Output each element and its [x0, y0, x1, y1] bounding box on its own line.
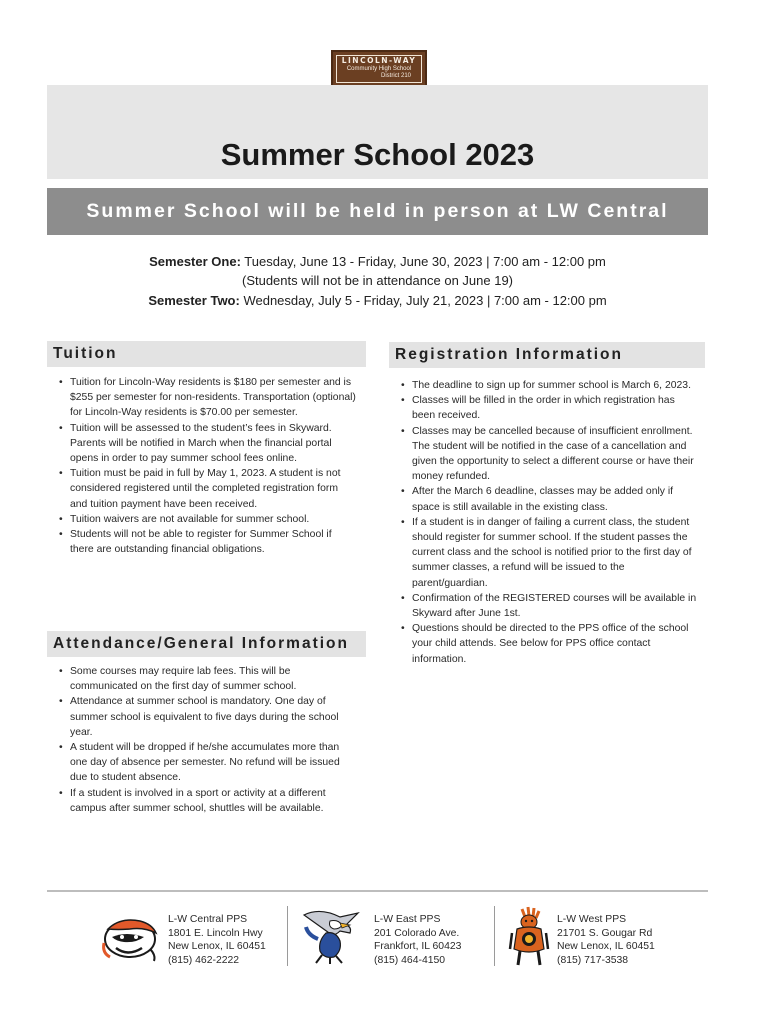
list-item: • Attendance at summer school is mandatory. One day of summer school is equivalent to five days during the school year. [58, 694, 348, 740]
list-item: • If a student is involved in a sport or activity at a different campus after summer school, shuttles will be available. [58, 786, 348, 816]
east-mascot-icon [300, 905, 362, 965]
list-item: • The deadline to sign up for summer school is March 6, 2023. [400, 378, 697, 393]
semester-one-note: (Students will not be in attendance on June 19) [241, 272, 513, 288]
east-street: 201 Colorado Ave. [374, 927, 460, 939]
east-city: Frankfort, IL 60423 [374, 941, 462, 953]
west-street: 21701 S. Gougar Rd [557, 927, 653, 939]
semester-one-label: Semester One: [149, 254, 241, 269]
list-item: • After the March 6 deadline, classes may be added only if space is still available in the existing class. [400, 484, 697, 514]
semester-two-line [47, 292, 708, 311]
list-item: • Tuition for Lincoln-Way residents is $180 per semester and is $255 per semester for non-residents. Transportation (optional) for Lincoln-Way residents is $70.00 per semester. [58, 375, 358, 421]
list-item: • Tuition must be paid in full by May 1, 2023. A student is not considered registered until the completed registration form and tuition payment have been received. [58, 466, 358, 512]
list-item: • Some courses may require lab fees. This will be communicated on the first day of summer school. [58, 664, 348, 694]
list-item: • Questions should be directed to the PPS office of the school your child attends. See below for PPS office contact information. [400, 621, 697, 667]
west-pps-address [557, 913, 655, 967]
west-mascot-icon [508, 905, 550, 967]
west-name: L-W West PPS [557, 914, 627, 925]
logo-text-box [336, 55, 422, 83]
tuition-heading: Tuition [47, 341, 366, 367]
logo-subtitle: Community High School [346, 66, 412, 72]
list-item: • A student will be dropped if he/she accumulates more than one day of absence per semester. No refund will be issued due to student absence. [58, 740, 348, 786]
semester-one-dates: Tuesday, June 13 - Friday, June 30, 2023 | 7:00 am - 12:00 pm [244, 254, 606, 269]
west-phone: (815) 717-3538 [557, 954, 629, 966]
central-mascot-icon [100, 915, 160, 963]
list-item: • Students will not be able to register for Summer School if there are outstanding financial obligations. [58, 527, 358, 557]
registration-heading: Registration Information [389, 342, 705, 368]
central-street: 1801 E. Lincoln Hwy [168, 927, 263, 939]
east-phone: (815) 464-4150 [374, 954, 446, 966]
page-title: Summer School 2023 [220, 137, 535, 172]
tuition-list [58, 375, 358, 557]
west-city: New Lenox, IL 60451 [557, 941, 655, 953]
list-item: • Tuition waivers are not available for summer school. [58, 512, 358, 527]
registration-list [400, 378, 697, 667]
list-item: • Classes will be filled in the order in which registration has been received. [400, 393, 697, 423]
semester-one-line [47, 253, 708, 272]
semester-two-dates: Wednesday, July 5 - Friday, July 21, 2023 | 7:00 am - 12:00 pm [243, 293, 607, 308]
semester-two-label: Semester Two: [148, 293, 240, 308]
central-pps-address [168, 913, 266, 967]
location-banner: Summer School will be held in person at LW Central [47, 188, 708, 235]
list-item: • If a student is in danger of failing a current class, the student should register for summer school. If the student passes the current class and the school is notified prior to the first day of summer classes, a refund will be issued to the parent/guardian. [400, 515, 697, 591]
central-city: New Lenox, IL 60451 [168, 941, 266, 953]
list-item: • Classes may be cancelled because of insufficient enrollment. The student will be notified in the case of a cancellation and given the opportunity to select a different course or have their money refunded. [400, 424, 697, 485]
schedule-block [47, 253, 708, 311]
footer-divider [47, 890, 708, 892]
footer-separator [494, 906, 495, 966]
list-item: • Confirmation of the REGISTERED courses will be available in Skyward after June 1st. [400, 591, 697, 621]
logo-district: District 210 [380, 73, 411, 79]
footer-separator [287, 906, 288, 966]
attendance-list [58, 664, 348, 816]
attendance-heading: Attendance/General Information [47, 631, 366, 657]
logo-name: LINCOLN-WAY [341, 56, 417, 65]
east-name: L-W East PPS [374, 914, 441, 925]
central-name: L-W Central PPS [168, 914, 248, 925]
east-pps-address [374, 913, 461, 967]
central-phone: (815) 462-2222 [168, 954, 240, 966]
list-item: • Tuition will be assessed to the student’s fees in Skyward. Parents will be notified in March when the financial portal opens in order to pay summer school fees online. [58, 421, 358, 467]
